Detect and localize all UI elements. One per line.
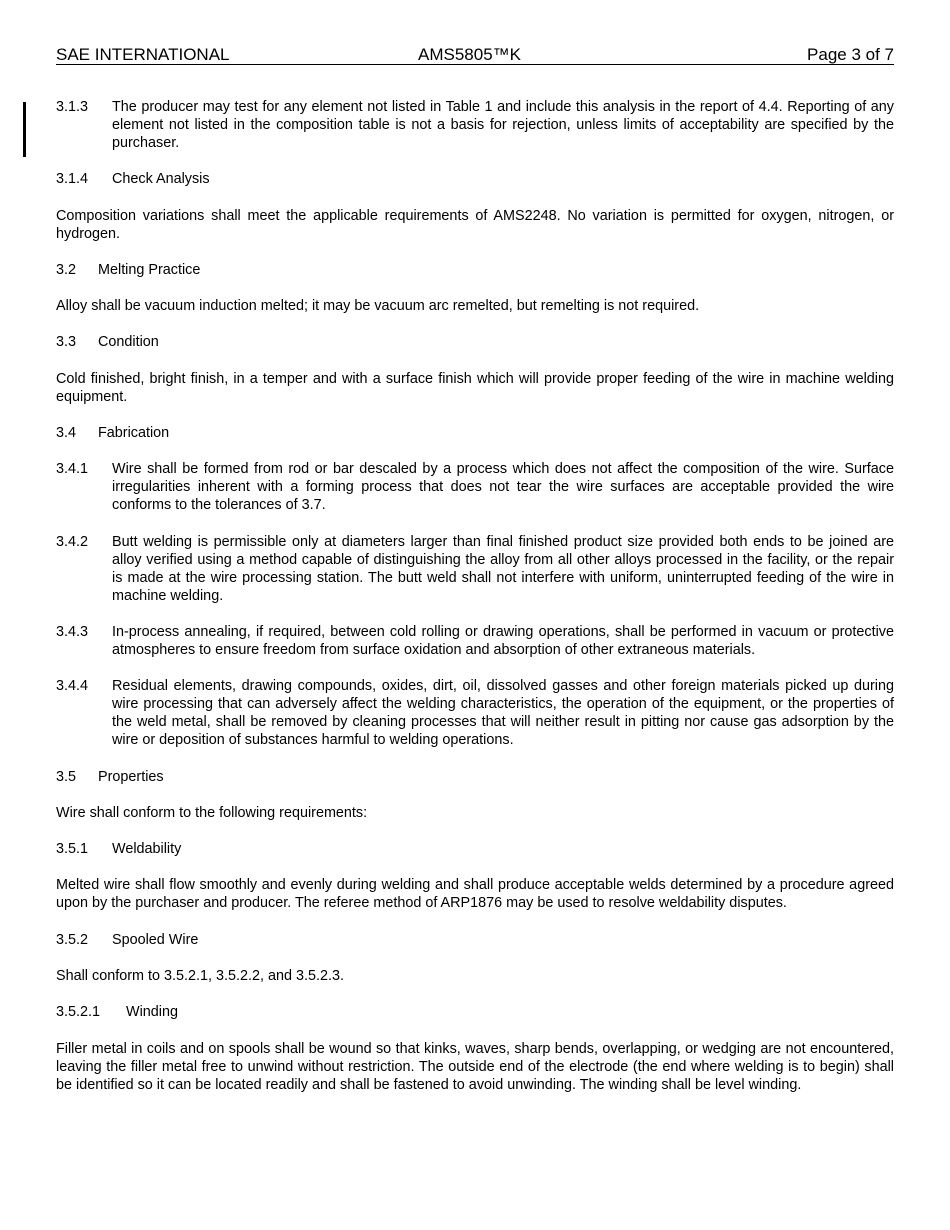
section-text: In-process annealing, if required, between cold rolling or drawing operations, shall be performed in vacuum or protective atmospheres to ensure freedom from surface oxidation and absorption of other extraneous materials. xyxy=(112,623,894,658)
paragraph-3-5-2-1: Filler metal in coils and on spools shall be wound so that kinks, waves, sharp bends, overlapping, or wedging are not encountered, leaving the filler metal free to unwind without restriction. The outside end of the electrode (the end where welding is to begin) shall be identified so it can be located readily and shall be fastened to avoid unwinding. The winding shall be level winding. xyxy=(56,1040,894,1093)
header-org: SAE INTERNATIONAL xyxy=(56,45,230,64)
paragraph-3-5: Wire shall conform to the following requirements: xyxy=(56,804,368,821)
section-title: Fabrication xyxy=(98,425,170,442)
paragraph-3-1-4: Composition variations shall meet the applicable requirements of AMS2248. No variation is permitted for oxygen, nitrogen, or hydrogen. xyxy=(56,207,894,242)
section-text: The producer may test for any element not listed in Table 1 and include this analysis in the report of 4.4. Reporting of any element not listed in the composition table is not a basis for rejection, unless limits of acceptability are specified by the purchaser. xyxy=(112,99,894,151)
section-number: 3.1.4 xyxy=(56,171,89,188)
paragraph-3-2: Alloy shall be vacuum induction melted; it may be vacuum arc remelted, but remelting is not required. xyxy=(56,298,700,315)
section-title: Condition xyxy=(98,334,159,351)
section-number: 3.2 xyxy=(56,261,77,278)
heading-3-5-2-1 xyxy=(56,1003,894,1021)
section-number: 3.4.2 xyxy=(56,533,89,550)
heading-3-5 xyxy=(56,768,894,786)
heading-3-5-1 xyxy=(56,840,894,858)
header-doc-id: AMS5805™K xyxy=(418,45,521,64)
section-number: 3.5 xyxy=(56,768,77,785)
section-number: 3.4 xyxy=(56,425,77,442)
header-page-number: Page 3 of 7 xyxy=(807,45,894,64)
section-text: Wire shall be formed from rod or bar descaled by a process which does not affect the composition of the wire. Surface irregularities inherent with a forming process that does not tear the wire surfaces are acceptable provided the wire conforms to the tolerances of 3.7. xyxy=(112,461,894,514)
section-number: 3.3 xyxy=(56,334,77,351)
section-number: 3.5.2 xyxy=(56,931,89,948)
section-3-4-4 xyxy=(56,677,894,749)
revision-change-bar xyxy=(23,102,26,157)
section-number: 3.4.3 xyxy=(56,623,89,640)
section-number: 3.4.4 xyxy=(56,678,89,695)
section-text: Residual elements, drawing compounds, oxides, dirt, oil, dissolved gasses and other foreign materials picked up during wire processing that can adversely affect the welding characteristics, the operation of the equipment, or the properties of the weld metal, shall be removed by cleaning processes that will neither result in pitting nor cause gas adsorption by the wire or deposition of substances harmful to welding operations. xyxy=(112,678,894,749)
section-title: Weldability xyxy=(112,841,182,858)
section-3-4-1 xyxy=(56,460,894,514)
section-title: Winding xyxy=(126,1004,178,1021)
section-number: 3.4.1 xyxy=(56,461,89,478)
section-number: 3.5.1 xyxy=(56,841,89,858)
section-3-4-2 xyxy=(56,533,894,605)
section-number: 3.1.3 xyxy=(56,99,89,115)
section-title: Properties xyxy=(98,768,164,785)
heading-3-3 xyxy=(56,333,894,351)
section-title: Spooled Wire xyxy=(112,931,199,948)
heading-3-1-4 xyxy=(56,170,894,188)
page-header xyxy=(56,45,894,65)
section-3-1-3 xyxy=(56,98,894,152)
heading-3-2 xyxy=(56,261,894,279)
heading-3-4 xyxy=(56,424,894,442)
heading-3-5-2 xyxy=(56,931,894,949)
section-title: Check Analysis xyxy=(112,171,210,188)
section-number: 3.5.2.1 xyxy=(56,1004,101,1021)
section-text: Butt welding is permissible only at diameters larger than final finished product size provided both ends to be joined are alloy verified using a method capable of distinguishing the alloy from all other alloys processed in the facility, or the repair is made at the wire processing station. The butt weld shall not interfere with uniform, uninterrupted feeding of the wire in machine welding. xyxy=(112,533,894,604)
document-body xyxy=(56,98,894,1112)
section-3-4-3 xyxy=(56,623,894,659)
section-title: Melting Practice xyxy=(98,261,201,278)
paragraph-3-5-2: Shall conform to 3.5.2.1, 3.5.2.2, and 3.5.2.3. xyxy=(56,968,345,985)
paragraph-3-5-1: Melted wire shall flow smoothly and evenly during welding and shall produce acceptable welds determined by a procedure agreed upon by the purchaser and producer. The referee method of ARP1876 may be used to resolve weldability disputes. xyxy=(56,877,894,912)
paragraph-3-3: Cold finished, bright finish, in a temper and with a surface finish which will provide proper feeding of the wire in machine welding equipment. xyxy=(56,370,894,405)
